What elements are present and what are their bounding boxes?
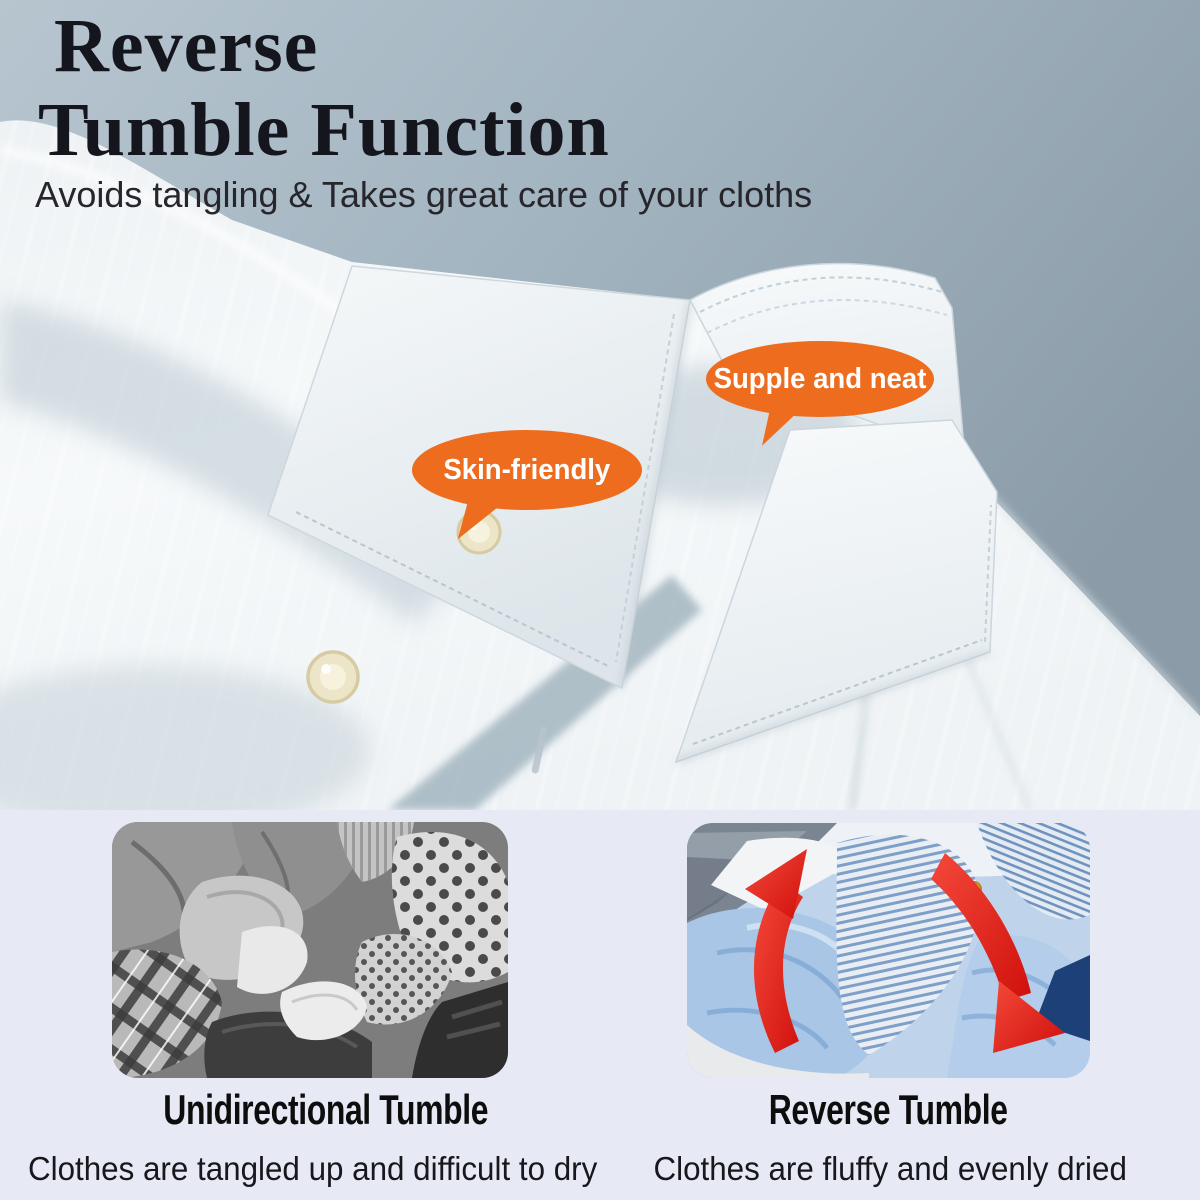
shirt-button-bottom (308, 652, 358, 702)
caption-unidirectional (0, 1150, 625, 1188)
page-title (38, 4, 610, 172)
callout-supple-and-neat (706, 341, 934, 417)
callout-label: Skin-friendly (443, 453, 611, 486)
heading-unidirectional-tumble (112, 1086, 508, 1134)
unidirectional-tumble-photo (112, 822, 508, 1078)
heading-reverse-tumble (687, 1086, 1090, 1134)
reverse-tumble-photo (687, 823, 1090, 1078)
caption-text: Clothes are fluffy and evenly dried (653, 1150, 1127, 1187)
caption-reverse (580, 1150, 1200, 1188)
heading-text: Unidirectional Tumble (163, 1086, 489, 1133)
title-line-1: Reverse (54, 4, 319, 88)
title-line-2: Tumble Function (38, 88, 610, 172)
caption-text: Clothes are tangled up and difficult to dry (27, 1150, 598, 1187)
callout-label: Supple and neat (713, 362, 927, 395)
heading-text: Reverse Tumble (769, 1086, 1008, 1133)
page-subtitle: Avoids tangling & Takes great care of your cloths (35, 174, 813, 215)
comparison-panel (0, 810, 1200, 1200)
callout-skin-friendly (412, 430, 642, 510)
